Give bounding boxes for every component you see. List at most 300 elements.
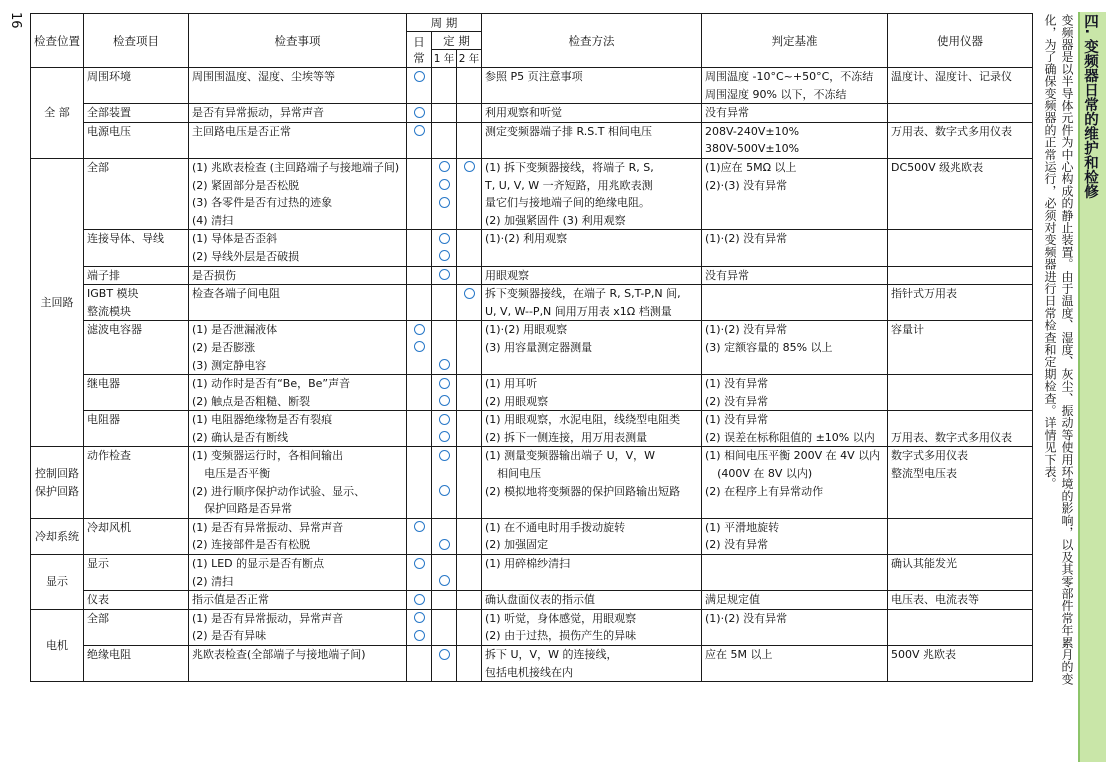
matter-line: 兆欧表检查(全部端子与接地端子间)	[192, 648, 366, 661]
daily-cell	[407, 555, 432, 591]
item-cell	[84, 266, 189, 285]
check-circle-icon	[414, 107, 425, 118]
matter-cell	[189, 266, 407, 285]
instrument-line: 确认其能发光	[891, 557, 957, 571]
matter-line: (2) 触点是否粗糙、断裂	[192, 394, 311, 408]
location-label: 显示	[46, 575, 68, 589]
item-line: 周围环境	[87, 70, 131, 83]
method-line: (2) 用眼观察	[485, 394, 549, 408]
year1-cell	[432, 518, 457, 554]
matter-line: (1) 是否有异常振动，异常声音	[192, 611, 344, 625]
header-period: 周 期	[407, 14, 482, 32]
criteria-cell	[702, 104, 888, 123]
daily-cell	[407, 518, 432, 554]
matter-cell	[189, 375, 407, 411]
check-circle-icon	[439, 161, 450, 172]
item-line: 冷却风机	[87, 520, 131, 534]
matter-line: 保护回路是否异常	[204, 502, 293, 516]
year2-cell	[457, 375, 482, 411]
check-circle-icon	[414, 341, 425, 352]
item-cell	[84, 68, 189, 104]
method-line: (1) 测量变频器输出端子 U，V，W	[485, 449, 656, 463]
method-line: (2) 由于过热，损伤产生的异味	[485, 629, 637, 643]
instrument-line: 万用表、数字式多用仪表	[891, 430, 1012, 444]
daily-cell	[407, 104, 432, 123]
matter-line: 周围围温度、湿度、尘埃等等	[192, 70, 335, 83]
item-line: 显示	[87, 557, 109, 571]
matter-line: (1) LED 的显示是否有断点	[192, 557, 325, 571]
matter-cell	[189, 411, 407, 447]
year2-cell	[457, 230, 482, 266]
instrument-cell	[888, 104, 1033, 123]
year1-cell	[432, 375, 457, 411]
table-row	[31, 609, 1033, 645]
matter-line: (3) 各零件是否有过热的迹象	[192, 196, 333, 210]
matter-cell	[189, 104, 407, 123]
table-row	[31, 158, 1033, 229]
criteria-line: (1)·(2) 没有异常	[705, 323, 788, 337]
item-line: 连接导体、导线	[87, 232, 164, 246]
item-cell	[84, 375, 189, 411]
table-row	[31, 122, 1033, 158]
criteria-line: (2)·(3) 没有异常	[705, 178, 788, 192]
method-line: (2) 加强紧固件 (3) 利用观察	[485, 213, 626, 227]
table-row	[31, 375, 1033, 411]
table-row	[31, 68, 1033, 104]
item-cell	[84, 609, 189, 645]
instrument-cell	[888, 555, 1033, 591]
daily-cell	[407, 68, 432, 104]
check-circle-icon	[439, 359, 450, 370]
year2-cell	[457, 411, 482, 447]
criteria-line: 380V-500V±10%	[705, 142, 800, 156]
item-cell	[84, 447, 189, 518]
table-row	[31, 230, 1033, 266]
header-location: 检查位置	[31, 14, 84, 68]
matter-line: 是否有异常振动，异常声音	[192, 106, 324, 120]
instrument-line: 容量计	[891, 323, 924, 337]
method-cell	[482, 591, 702, 610]
matter-line: (2) 进行顺序保护动作试验、显示、	[192, 484, 366, 498]
method-cell	[482, 104, 702, 123]
criteria-line: 没有异常	[705, 268, 749, 282]
item-cell	[84, 104, 189, 123]
check-circle-icon	[439, 395, 450, 406]
matter-cell	[189, 518, 407, 554]
method-line: (1) 听觉，身体感觉，用眼观察	[485, 611, 637, 625]
daily-cell	[407, 609, 432, 645]
instrument-cell	[888, 321, 1033, 375]
matter-cell	[189, 321, 407, 375]
location-label: 保护回路	[35, 484, 79, 498]
instrument-cell	[888, 447, 1033, 518]
daily-cell	[407, 411, 432, 447]
header-regular: 定 期	[432, 32, 482, 50]
matter-line: (2) 确认是否有断线	[192, 430, 289, 444]
year1-cell	[432, 447, 457, 518]
year1-cell	[432, 104, 457, 123]
matter-cell	[189, 646, 407, 682]
check-circle-icon	[414, 521, 425, 532]
check-circle-icon	[439, 450, 450, 461]
instrument-line: 电压表、电流表等	[891, 593, 979, 607]
item-cell	[84, 230, 189, 266]
matter-line: 检查各端子间电阻	[192, 287, 280, 301]
header-instrument: 使用仪器	[888, 14, 1033, 68]
year1-cell	[432, 266, 457, 285]
daily-cell	[407, 122, 432, 158]
criteria-line: (1) 平滑地旋转	[705, 520, 780, 534]
matter-line: (2) 是否膨涨	[192, 340, 256, 354]
header-year1: 1 年	[432, 50, 457, 68]
method-cell	[482, 158, 702, 229]
method-line: 包括电机接线在内	[485, 665, 573, 679]
method-line: 参照 P5 页注意事项	[485, 70, 583, 83]
criteria-line: (2) 没有异常	[705, 394, 769, 408]
year2-cell	[457, 609, 482, 645]
check-circle-icon	[439, 197, 450, 208]
instrument-cell	[888, 266, 1033, 285]
matter-line: (3) 测定静电容	[192, 358, 267, 372]
year1-cell	[432, 555, 457, 591]
criteria-cell	[702, 68, 888, 104]
check-circle-icon	[414, 71, 425, 82]
check-circle-icon	[439, 575, 450, 586]
item-line: 端子排	[87, 268, 120, 282]
instrument-line	[891, 610, 1029, 628]
year2-cell	[457, 122, 482, 158]
table-row	[31, 447, 1033, 518]
check-circle-icon	[439, 431, 450, 442]
year1-cell	[432, 68, 457, 104]
location-label: 全 部	[44, 106, 70, 120]
matter-line: 电压是否平衡	[204, 467, 271, 481]
criteria-cell	[702, 555, 888, 591]
location-cell	[31, 518, 84, 554]
item-line: 电源电压	[87, 124, 131, 138]
matter-line: 主回路电压是否正常	[192, 124, 291, 138]
method-line: 用眼观察	[485, 268, 529, 282]
check-circle-icon	[414, 594, 425, 605]
check-circle-icon	[439, 414, 450, 425]
criteria-cell	[702, 447, 888, 518]
header-daily: 日 常	[407, 32, 432, 68]
daily-cell	[407, 375, 432, 411]
criteria-cell	[702, 158, 888, 229]
daily-cell	[407, 230, 432, 266]
header-matter: 检查事项	[189, 14, 407, 68]
method-line: T, U, V, W 一齐短路，用兆欧表测	[485, 178, 653, 192]
criteria-line: 周围湿度 90% 以下，不冻结	[705, 87, 847, 101]
check-circle-icon	[414, 630, 425, 641]
header-row	[31, 14, 1033, 32]
daily-cell	[407, 591, 432, 610]
matter-line: (1) 是否泄漏液体	[192, 323, 278, 337]
instrument-line	[891, 230, 1029, 248]
instrument-cell	[888, 591, 1033, 610]
instrument-line	[891, 375, 1029, 393]
criteria-line: (1)·(2) 没有异常	[705, 232, 788, 246]
instrument-line	[891, 104, 1029, 122]
method-line: (1) 在不通电时用手拨动旋转	[485, 520, 626, 534]
year2-cell	[457, 266, 482, 285]
instrument-cell	[888, 646, 1033, 682]
criteria-line: (2) 误差在标称阻值的 ±10% 以内	[705, 430, 875, 444]
location-cell	[31, 609, 84, 681]
daily-cell	[407, 285, 432, 321]
year2-cell	[457, 104, 482, 123]
method-line: 测定变频器端子排 R.S.T 相间电压	[485, 124, 652, 138]
instrument-line: 500V 兆欧表	[891, 648, 957, 661]
item-line: 动作检查	[87, 449, 131, 463]
method-line: (2) 拆下一侧连接，用万用表测量	[485, 430, 648, 444]
method-cell	[482, 375, 702, 411]
daily-cell	[407, 266, 432, 285]
item-cell	[84, 646, 189, 682]
matter-line: (1) 导体是否歪斜	[192, 232, 278, 246]
criteria-line: (1) 相间电压平衡 200V 在 4V 以内	[705, 449, 881, 463]
method-line: 确认盘面仪表的指示值	[485, 593, 595, 607]
item-cell	[84, 518, 189, 554]
year2-cell	[457, 68, 482, 104]
year1-cell	[432, 122, 457, 158]
instrument-line: DC500V 级兆欧表	[891, 160, 984, 174]
year2-cell	[457, 591, 482, 610]
instrument-cell	[888, 518, 1033, 554]
criteria-line: (2) 在程序上有异常动作	[705, 484, 824, 498]
item-cell	[84, 591, 189, 610]
check-circle-icon	[439, 250, 450, 261]
item-cell	[84, 122, 189, 158]
criteria-line: (2) 没有异常	[705, 538, 769, 552]
inspection-table	[30, 13, 1033, 682]
year2-cell	[457, 447, 482, 518]
matter-line: (1) 动作时是否有“Be，Be”声音	[192, 377, 351, 391]
method-line: (1) 用耳听	[485, 377, 538, 391]
header-method: 检查方法	[482, 14, 702, 68]
method-cell	[482, 555, 702, 591]
criteria-line: 没有异常	[705, 106, 749, 120]
instrument-line: 指针式万用表	[891, 287, 957, 301]
instrument-line: 温度计、湿度计、记录仪	[891, 70, 1012, 83]
criteria-line	[705, 555, 884, 573]
method-cell	[482, 285, 702, 321]
check-circle-icon	[439, 485, 450, 496]
check-circle-icon	[414, 612, 425, 623]
check-circle-icon	[414, 324, 425, 335]
instrument-cell	[888, 68, 1033, 104]
criteria-cell	[702, 591, 888, 610]
location-cell	[31, 447, 84, 518]
method-line: U, V, W--P,N 间用万用表 x1Ω 档测量	[485, 304, 672, 318]
criteria-cell	[702, 646, 888, 682]
intro-line-1: 变频器是以半导体元件为中心构成的静止装置。由于温度、湿度、灰尘、振动等使用环境的影响，以及其零部件常年累月的变	[1060, 14, 1074, 685]
year2-cell	[457, 321, 482, 375]
year1-cell	[432, 158, 457, 229]
matter-line: (2) 是否有异味	[192, 629, 267, 643]
matter-line: (1) 兆欧表检查 (主回路端子与接地端子间)	[192, 160, 400, 174]
matter-cell	[189, 285, 407, 321]
instrument-line	[891, 267, 1029, 285]
method-cell	[482, 122, 702, 158]
item-line: 全部	[87, 160, 109, 174]
table-row	[31, 555, 1033, 591]
header-item: 检查项目	[84, 14, 189, 68]
instrument-cell	[888, 609, 1033, 645]
table-row	[31, 411, 1033, 447]
item-cell	[84, 158, 189, 229]
instrument-cell	[888, 158, 1033, 229]
method-line: (3) 用容量测定器测量	[485, 340, 593, 354]
matter-cell	[189, 447, 407, 518]
item-line: 全部	[87, 611, 109, 625]
instrument-cell	[888, 230, 1033, 266]
check-circle-icon	[464, 288, 475, 299]
method-cell	[482, 321, 702, 375]
criteria-line: (3) 定额容量的 85% 以上	[705, 340, 833, 354]
method-line: 相间电压	[497, 467, 542, 481]
matter-line: (4) 清扫	[192, 213, 234, 227]
daily-cell	[407, 158, 432, 229]
criteria-cell	[702, 122, 888, 158]
item-line: 绝缘电阻	[87, 648, 131, 661]
matter-cell	[189, 68, 407, 104]
header-year2: 2 年	[457, 50, 482, 68]
criteria-cell	[702, 518, 888, 554]
criteria-line	[705, 285, 884, 303]
matter-cell	[189, 122, 407, 158]
instrument-cell	[888, 411, 1033, 447]
matter-cell	[189, 230, 407, 266]
table-row	[31, 266, 1033, 285]
table-row	[31, 591, 1033, 610]
location-label: 主回路	[40, 295, 74, 309]
instrument-line: 整流型电压表	[891, 467, 957, 481]
year2-cell	[457, 158, 482, 229]
daily-cell	[407, 447, 432, 518]
criteria-cell	[702, 609, 888, 645]
matter-line: (2) 导线外层是否破损	[192, 249, 300, 263]
matter-line: 指示值是否正常	[192, 593, 269, 607]
item-cell	[84, 411, 189, 447]
criteria-cell	[702, 321, 888, 375]
check-circle-icon	[414, 125, 425, 136]
check-circle-icon	[414, 558, 425, 569]
matter-line: (1) 是否有异常振动、异常声音	[192, 520, 344, 534]
method-line: (1)·(2) 用眼观察	[485, 323, 568, 337]
item-line: 继电器	[87, 377, 120, 391]
year1-cell	[432, 411, 457, 447]
check-circle-icon	[439, 378, 450, 389]
check-circle-icon	[439, 649, 450, 660]
year1-cell	[432, 591, 457, 610]
method-line: (2) 加强固定	[485, 538, 549, 552]
criteria-line: (1) 没有异常	[705, 377, 769, 391]
page-number: 16	[8, 12, 23, 29]
method-line: 拆下变频器接线，在端子 R, S,T-P,N 间,	[485, 287, 681, 301]
matter-cell	[189, 555, 407, 591]
location-label: 冷却系统	[35, 529, 79, 543]
table-row	[31, 646, 1033, 682]
instrument-cell	[888, 285, 1033, 321]
method-line: (1) 用眼观察，水泥电阻，线绕型电阻类	[485, 413, 681, 427]
year2-cell	[457, 518, 482, 554]
matter-line: 是否损伤	[192, 268, 236, 282]
year1-cell	[432, 609, 457, 645]
instrument-line: 数字式多用仪表	[891, 449, 968, 463]
method-cell	[482, 447, 702, 518]
criteria-line: (1)应在 5MΩ 以上	[705, 160, 797, 174]
location-cell	[31, 68, 84, 159]
matter-line: (1) 电阻器绝缘物是否有裂痕	[192, 413, 333, 427]
method-line: 拆下 U，V，W 的连接线，	[485, 648, 618, 661]
table-row	[31, 104, 1033, 123]
criteria-line: 满足规定值	[705, 593, 760, 607]
year1-cell	[432, 230, 457, 266]
year2-cell	[457, 555, 482, 591]
criteria-line: 208V-240V±10%	[705, 124, 800, 138]
year1-cell	[432, 321, 457, 375]
method-cell	[482, 68, 702, 104]
year1-cell	[432, 285, 457, 321]
criteria-line: 应在 5M 以上	[705, 648, 773, 661]
criteria-cell	[702, 411, 888, 447]
criteria-cell	[702, 266, 888, 285]
item-line: IGBT 模块	[87, 287, 139, 301]
check-circle-icon	[439, 539, 450, 550]
instrument-cell	[888, 122, 1033, 158]
method-cell	[482, 266, 702, 285]
criteria-cell	[702, 285, 888, 321]
table-row	[31, 321, 1033, 375]
check-circle-icon	[464, 161, 475, 172]
item-line: 滤波电容器	[87, 323, 142, 337]
criteria-line: (1) 没有异常	[705, 413, 769, 427]
method-line: (1) 用碎棉纱清扫	[485, 557, 571, 571]
item-line: 整流模块	[87, 304, 131, 318]
method-line: 量它们与接地端子间的绝缘电阻。	[485, 196, 650, 210]
instrument-line	[891, 519, 1029, 537]
daily-cell	[407, 646, 432, 682]
method-line: (1)·(2) 利用观察	[485, 232, 568, 246]
method-cell	[482, 518, 702, 554]
instrument-cell	[888, 375, 1033, 411]
criteria-cell	[702, 375, 888, 411]
matter-line: (2) 连接部件是否有松脱	[192, 538, 311, 552]
check-circle-icon	[439, 269, 450, 280]
item-cell	[84, 285, 189, 321]
criteria-cell	[702, 230, 888, 266]
matter-cell	[189, 609, 407, 645]
matter-line: (1) 变频器运行时，各相间输出	[192, 449, 344, 463]
instrument-line	[891, 411, 1029, 429]
header-criteria: 判定基准	[702, 14, 888, 68]
item-cell	[84, 555, 189, 591]
table-row	[31, 285, 1033, 321]
matter-line: (2) 清扫	[192, 574, 234, 588]
criteria-line: (1)·(2) 没有异常	[705, 611, 788, 625]
intro-line-2: 化，为了确保变频器的正常运行，必须对变频器进行日常检查和定期检查。详情见下表。	[1043, 14, 1057, 490]
item-line: 仪表	[87, 593, 109, 607]
item-cell	[84, 321, 189, 375]
method-line: (1) 拆下变频器接线，将端子 R, S,	[485, 160, 654, 174]
matter-cell	[189, 158, 407, 229]
method-cell	[482, 646, 702, 682]
criteria-line: 周围温度 -10°C~+50°C，不冻结	[705, 70, 874, 83]
criteria-line: (400V 在 8V 以内)	[717, 467, 813, 481]
check-circle-icon	[439, 179, 450, 190]
method-line: (2) 模拟地将变频器的保护回路输出短路	[485, 484, 681, 498]
